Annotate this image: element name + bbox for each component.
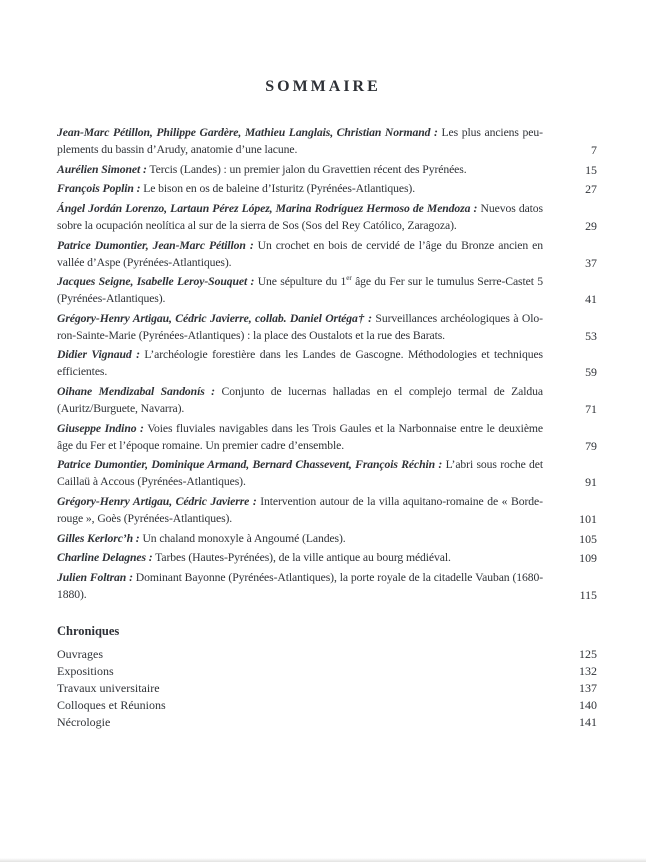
entry-title: Une sépulture du 1	[257, 275, 347, 289]
entry-authors: Julien Foltran :	[57, 570, 133, 584]
entry-text	[57, 457, 543, 491]
entry-authors: Ángel Jordán Lorenzo, Lartaun Pérez López, Marina Rodríguez Hermoso de Mendoza :	[57, 202, 478, 216]
chronique-label: Nécrologie	[57, 715, 111, 729]
entry-title: Intervention autour de la villa aquitano-romaine de « Borderouge », Goès (Pyrénées-Atlantiques).	[57, 494, 543, 525]
toc-entry	[57, 421, 597, 455]
entry-authors: Oihane Mendizabal Sandonís :	[57, 385, 215, 399]
chronique-item	[57, 663, 597, 680]
entry-page-number: 29	[585, 218, 597, 233]
entry-text	[57, 384, 543, 418]
entry-page-number: 109	[579, 551, 597, 566]
toc-entry	[57, 494, 597, 528]
entry-page-number: 115	[579, 587, 597, 602]
entry-text	[57, 531, 543, 548]
toc-entry	[57, 274, 597, 308]
chronique-label: Ouvrages	[57, 647, 103, 661]
chronique-item	[57, 714, 597, 731]
toc-entry	[57, 181, 597, 198]
toc-entry	[57, 201, 597, 235]
entry-authors: Gilles Kerlorc’h :	[57, 531, 140, 545]
chroniques-section	[57, 624, 597, 731]
chroniques-heading: Chroniques	[57, 624, 120, 638]
chroniques-list	[57, 646, 597, 731]
entry-text	[57, 494, 543, 528]
entry-page-number: 27	[585, 182, 597, 197]
entry-authors: Giuseppe Indino :	[57, 421, 144, 435]
chronique-page-number: 132	[579, 664, 597, 678]
entry-page-number: 59	[585, 365, 597, 380]
entry-title: Les plus anciens peuplements du bassin d’Arudy, anatomie d’une lacune.	[57, 126, 544, 156]
entry-text	[57, 550, 543, 567]
toc-entry	[57, 347, 597, 381]
chronique-item	[57, 680, 597, 697]
entry-page-number: 71	[585, 401, 597, 416]
entry-page-number: 15	[585, 162, 597, 177]
entry-title: âge du Fer sur le tumulus Serre-Castet 5 (Pyrénées-Atlantiques).	[57, 275, 544, 306]
toc-entry	[57, 125, 597, 159]
toc-entry	[57, 311, 597, 345]
entry-text	[57, 181, 543, 198]
entry-authors: Grégory-Henry Artigau, Cédric Javierre, collab. Daniel Ortéga† :	[57, 311, 372, 325]
entry-page-number: 105	[579, 531, 597, 546]
chronique-label: Expositions	[57, 664, 114, 678]
entry-authors: Patrice Dumontier, Dominique Armand, Bernard Chassevent, François Réchin :	[57, 458, 443, 472]
entry-authors: Patrice Dumontier, Jean-Marc Pétillon :	[57, 238, 254, 252]
entry-text	[57, 570, 543, 604]
toc-entry	[57, 531, 597, 548]
entry-title: Nuevos datos sobre la ocupación neolítica al sur de la sierra de Sos (Sos del Rey Católico, Zaragoza).	[57, 202, 543, 232]
entry-text	[57, 311, 543, 345]
scan-edge-shadow	[0, 858, 646, 862]
chronique-label: Travaux universitaire	[57, 681, 160, 695]
chronique-label: Colloques et Réunions	[57, 698, 166, 712]
entry-title: Tarbes (Hautes-Pyrénées), de la ville antique au bourg médiéval.	[155, 551, 451, 565]
entry-title: Le bison en os de baleine d’Isturitz (Pyrénées-Atlantiques).	[143, 182, 416, 196]
entry-text	[57, 238, 543, 272]
entry-page-number: 53	[585, 328, 597, 343]
entry-page-number: 79	[585, 438, 597, 453]
entry-page-number: 41	[585, 292, 597, 307]
entry-title: Dominant Bayonne (Pyrénées-Atlantiques), la porte royale de la citadelle Vauban (1680-1880).	[57, 570, 543, 601]
chronique-item	[57, 646, 597, 663]
entry-text	[57, 125, 543, 159]
chronique-page-number: 137	[579, 681, 597, 695]
toc-entry	[57, 550, 597, 567]
entry-authors: Grégory-Henry Artigau, Cédric Javierre :	[57, 494, 257, 508]
entry-authors: Charline Delagnes :	[57, 551, 153, 565]
entry-title: Un chaland monoxyle à Angoumé (Landes).	[142, 531, 346, 545]
entry-title: L’abri sous roche det Caillaü à Accous (Pyrénées-Atlantiques).	[57, 458, 544, 489]
chronique-item	[57, 697, 597, 714]
entry-authors: Jean-Marc Pétillon, Philippe Gardère, Mathieu Langlais, Christian Normand :	[57, 126, 438, 139]
entry-authors: Jacques Seigne, Isabelle Leroy-Souquet :	[57, 275, 255, 289]
chronique-page-number: 125	[579, 647, 597, 661]
page-title: SOMMAIRE	[265, 78, 381, 95]
chronique-page-number: 140	[579, 698, 597, 712]
entry-text	[57, 274, 543, 308]
entry-title: Un crochet en bois de cervidé de l’âge du Bronze ancien en vallée d’Aspe (Pyrénées-Atlantiques).	[57, 238, 543, 269]
toc-entries	[57, 125, 597, 607]
toc-entry	[57, 457, 597, 491]
entry-title: Conjunto de lucernas halladas en el complejo termal de Zaldua (Auritz/Burguete, Navarra).	[57, 385, 543, 415]
toc-entry	[57, 162, 597, 179]
entry-page-number: 37	[585, 255, 597, 270]
entry-page-number: 7	[591, 142, 597, 157]
entry-text	[57, 162, 543, 179]
entry-authors: Didier Vignaud :	[57, 348, 140, 362]
toc-entry	[57, 384, 597, 418]
chronique-page-number: 141	[579, 715, 597, 729]
entry-title: Voies fluviales navigables dans les Trois Gaules et la Narbonnaise entre le deuxième âge du Fer et l’époque romaine. Un premier cadre d’ensemble.	[57, 421, 543, 452]
entry-title-superscript: er	[346, 274, 352, 283]
entry-page-number: 91	[585, 475, 597, 490]
entry-title: Surveillances archéologiques à Oloron-Sainte-Marie (Pyrénées-Atlantiques) : la place des Oustalots et la rue des Barats.	[57, 311, 543, 342]
entry-text	[57, 347, 543, 381]
entry-authors: Aurélien Simonet :	[57, 162, 147, 176]
entry-title: L’archéologie forestière dans les Landes de Gascogne. Méthodologies et techniques efficientes.	[57, 348, 543, 379]
toc-entry	[57, 238, 597, 272]
entry-authors: François Poplin :	[57, 182, 141, 196]
entry-title: Tercis (Landes) : un premier jalon du Gravettien récent des Pyrénées.	[149, 162, 467, 176]
entry-page-number: 101	[579, 511, 597, 526]
entry-text	[57, 201, 543, 235]
entry-text	[57, 421, 543, 455]
toc-entry	[57, 570, 597, 604]
